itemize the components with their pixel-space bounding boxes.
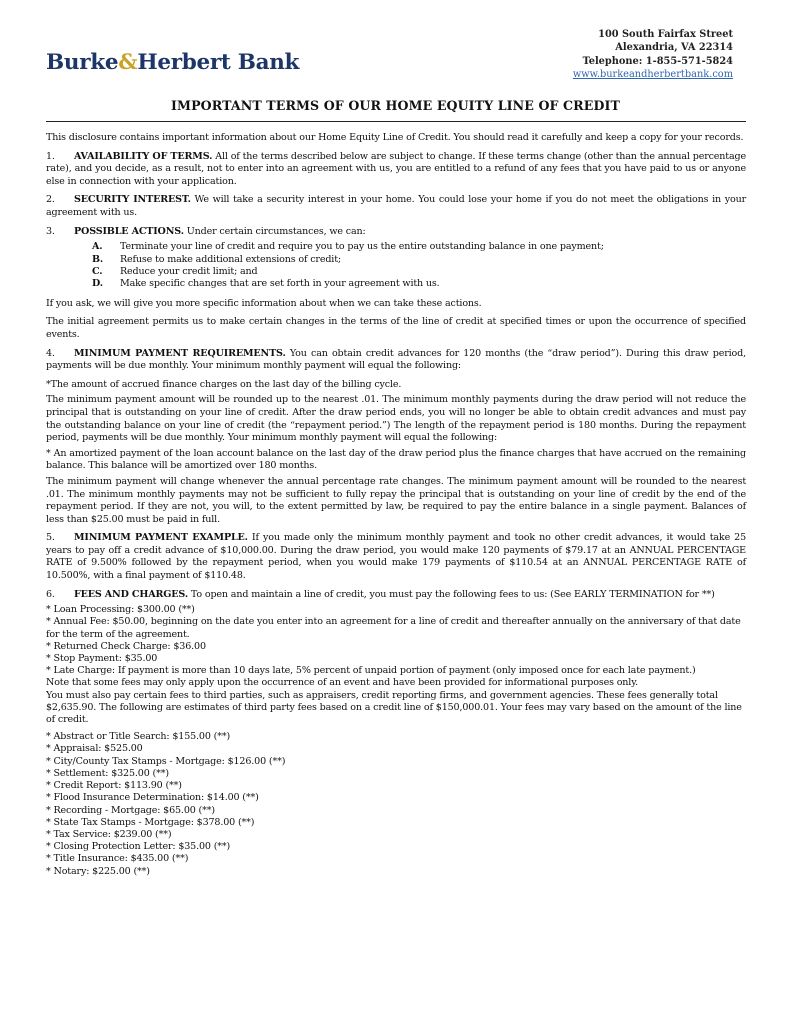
- page-title: IMPORTANT TERMS OF OUR HOME EQUITY LINE OF CREDIT: [171, 98, 620, 113]
- list-item: You must also pay certain fees to third parties, such as appraisers, credit reporting firms, and government agencies. These fees generally total $2,635.90. The following are estimates of third party fees based on a credit line of $150,000.01. Your fees may vary based on the amount of the line of credit.: [46, 689, 742, 726]
- list-item: [92, 254, 746, 266]
- section-heading: MINIMUM PAYMENT REQUIREMENTS.: [74, 347, 286, 359]
- list-item: * Returned Check Charge: $36.00: [46, 640, 206, 652]
- list-item: * Title Insurance: $435.00 (**): [46, 853, 189, 865]
- title-divider: [46, 121, 746, 122]
- section-number: 3.: [46, 225, 55, 237]
- item-text: Terminate your line of credit and require you to pay us the entire outstanding balance in one payment;: [120, 241, 604, 253]
- list-item: * Recording - Mortgage: $65.00 (**): [46, 804, 215, 816]
- possible-actions-list: [46, 241, 746, 291]
- list-item: * State Tax Stamps - Mortgage: $378.00 (**): [46, 816, 255, 828]
- section-fees: [46, 589, 746, 602]
- website-link[interactable]: www.burkeandherbertbank.com: [572, 68, 733, 80]
- bank-logo: [46, 50, 299, 75]
- fees-list: [46, 604, 746, 726]
- changes-paragraph: The initial agreement permits us to make certain changes in the terms of the line of credit at specified times or upon the occurrence of specified events.: [46, 316, 746, 340]
- list-item: * Tax Service: $239.00 (**): [46, 828, 172, 840]
- section-heading: POSSIBLE ACTIONS.: [74, 225, 184, 237]
- section-heading: SECURITY INTEREST.: [74, 194, 191, 206]
- section-text: All of the terms described below are subject to change. If these terms change (other than the annual percentage rate), and you decide, as a result, not to enter into an agreement with us, you are entitled to a refund of any fees that you have paid to us or anyone else in connection with your application.: [46, 150, 746, 187]
- list-item: * Loan Processing: $300.00 (**): [46, 604, 195, 616]
- list-item: Note that some fees may only apply upon the occurrence of an event and have been provided for informational purposes only.: [46, 677, 639, 689]
- list-item: * Closing Protection Letter: $35.00 (**): [46, 841, 231, 853]
- section-heading: AVAILABILITY OF TERMS.: [74, 150, 213, 162]
- list-item: * Abstract or Title Search: $155.00 (**): [46, 731, 231, 743]
- document-body: [46, 132, 746, 883]
- list-item: * Flood Insurance Determination: $14.00 (**): [46, 792, 259, 804]
- section-heading: FEES AND CHARGES.: [74, 588, 189, 600]
- item-text: Reduce your credit limit; and: [120, 265, 258, 277]
- address-phone: Telephone: 1-855-571-5824: [582, 55, 733, 67]
- list-item: * Annual Fee: $50.00, beginning on the date you enter into an agreement for a line of credit and thereafter annually on the anniversary of that date for the term of the agreement.: [46, 616, 741, 640]
- amortized-payment: * An amortized payment of the loan account balance on the last day of the draw period plus the finance charges that have accrued on the remaining balance. This balance will be amortized over 180 months.: [46, 447, 746, 472]
- section-availability: [46, 151, 746, 189]
- section-number: 2.: [46, 194, 55, 206]
- list-item: * Appraisal: $525.00: [46, 743, 143, 755]
- item-text: Make specific changes that are set forth in your agreement with us.: [120, 278, 440, 290]
- list-item: * Notary: $225.00 (**): [46, 865, 150, 877]
- draw-period-payment: *The amount of accrued finance charges on the last day of the billing cycle.: [46, 378, 402, 390]
- list-item: [92, 241, 746, 253]
- item-letter: C.: [92, 265, 103, 277]
- list-item: * Settlement: $325.00 (**): [46, 767, 169, 779]
- address-street: 100 South Fairfax Street: [598, 29, 733, 40]
- logo-text-right: Herbert Bank: [137, 50, 300, 75]
- section-number: 6.: [46, 588, 55, 600]
- item-letter: B.: [92, 253, 104, 265]
- section-security-interest: [46, 194, 746, 219]
- logo-ampersand: &: [118, 50, 138, 75]
- repayment-paragraph: The minimum payment amount will be rounded up to the nearest .01. The minimum monthly payments during the draw period will not reduce the principal that is outstanding on your line of credit. After the draw period ends, you will no longer be able to obtain credit advances and must pay the outstanding balance on your line of credit (the “repayment period.”) The length of the repayment period is 180 months. During the repayment period, payments will be due monthly. Your minimum monthly payment will equal the following:: [46, 394, 746, 444]
- section-heading: MINIMUM PAYMENT EXAMPLE.: [74, 532, 248, 544]
- section-number: 1.: [46, 150, 55, 162]
- third-party-fees-list: [46, 731, 746, 877]
- list-item: * City/County Tax Stamps - Mortgage: $126.00 (**): [46, 755, 286, 767]
- bank-address: [573, 28, 733, 81]
- section-text: To open and maintain a line of credit, you must pay the following fees to us: (See EARLY TERMINATION for **): [188, 588, 715, 600]
- section-payment-example: [46, 532, 746, 582]
- list-item: [92, 278, 746, 290]
- payment-change-paragraph: The minimum payment will change whenever the annual percentage rate changes. The minimum payment amount will be rounded to the nearest .01. The minimum monthly payments may not be sufficient to fully repay the principal that is outstanding on your line of credit by the end of the repayment period. If they are not, you will, to the extent permitted by law, be required to pay the entire balance in a single payment. Balances of less than $25.00 must be paid in full.: [46, 475, 746, 525]
- section-minimum-payment: [46, 348, 746, 373]
- section-number: 4.: [46, 347, 55, 359]
- logo-text-left: Burke: [46, 50, 119, 75]
- list-item: * Late Charge: If payment is more than 10 days late, 5% percent of unpaid portion of payment (only imposed once for each late payment.): [46, 665, 696, 677]
- list-item: [92, 266, 746, 278]
- section-text: Under certain circumstances, we can:: [183, 225, 366, 237]
- address-city: Alexandria, VA 22314: [615, 42, 733, 54]
- list-item: * Credit Report: $113.90 (**): [46, 780, 182, 792]
- section-number: 5.: [46, 532, 55, 544]
- section-text: You can obtain credit advances for 120 months (the “draw period”). During this draw period, payments will be due monthly. Your minimum monthly payment will equal the following:: [46, 347, 746, 372]
- section-text: If you made only the minimum monthly payment and took no other credit advances, it would take 25 years to pay off a credit advance of $10,000.00. During the draw period, you would make 120 payments of $79.17 at an ANNUAL PERCENTAGE RATE of 9.500% followed by the repayment period, when you would make 179 payments of $110.54 at an ANNUAL PERCENTAGE RATE of 10.500%, with a final payment of $110.48.: [46, 532, 746, 582]
- item-text: Refuse to make additional extensions of credit;: [120, 253, 341, 265]
- actions-info-paragraph: If you ask, we will give you more specific information about when we can take these actions.: [46, 297, 482, 309]
- item-letter: D.: [92, 278, 103, 290]
- section-text: We will take a security interest in your home. You could lose your home if you do not meet the obligations in your agreement with us.: [46, 194, 746, 218]
- section-possible-actions: [46, 226, 746, 239]
- list-item: * Stop Payment: $35.00: [46, 653, 158, 665]
- intro-paragraph: This disclosure contains important information about our Home Equity Line of Credit. You should read it carefully and keep a copy for your records.: [46, 132, 744, 143]
- item-letter: A.: [92, 241, 103, 253]
